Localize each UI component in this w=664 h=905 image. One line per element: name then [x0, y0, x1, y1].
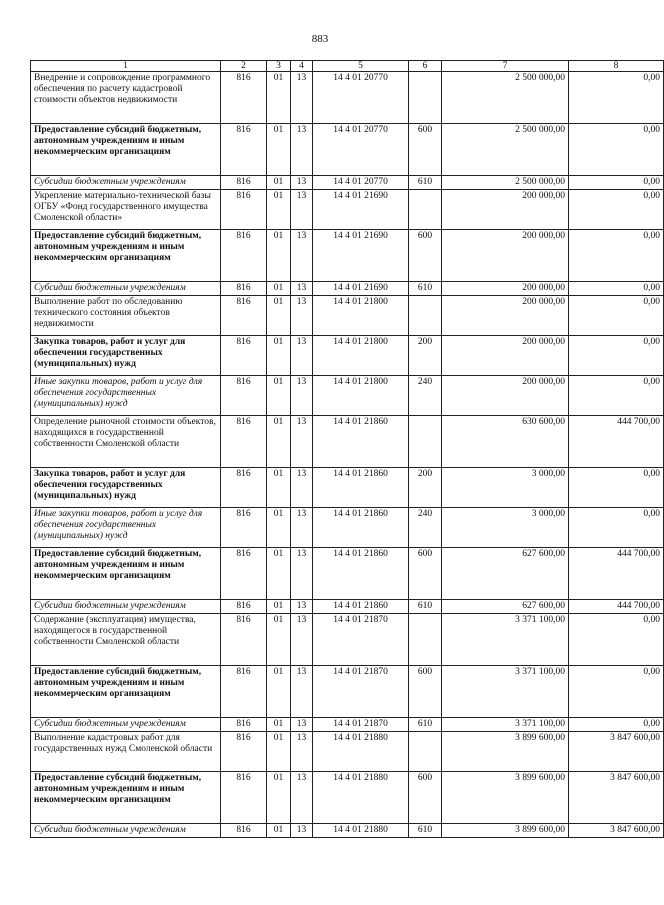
amount-next-cell: 0,00 — [569, 124, 664, 176]
subsection-cell: 13 — [291, 336, 313, 376]
amount-cell: 627 600,00 — [442, 548, 569, 600]
section-cell: 01 — [267, 772, 291, 824]
expense-type-cell: 600 — [409, 548, 442, 600]
expense-type-cell: 610 — [409, 824, 442, 838]
section-cell: 01 — [267, 296, 291, 336]
expense-type-cell — [409, 416, 442, 468]
row-name-cell: Иные закупки товаров, работ и услуг для обеспечения государственных (муниципальных) нужд — [31, 376, 221, 416]
section-cell: 01 — [267, 468, 291, 508]
subsection-cell: 13 — [291, 176, 313, 190]
amount-cell: 3 899 600,00 — [442, 732, 569, 772]
section-cell: 01 — [267, 72, 291, 124]
row-name-cell: Предоставление субсидий бюджетным, автономным учреждениям и иным некоммерческим организациям — [31, 772, 221, 824]
amount-next-cell: 0,00 — [569, 718, 664, 732]
target-article-cell: 14 4 01 21860 — [313, 600, 409, 614]
table-row — [31, 772, 664, 824]
section-cell: 01 — [267, 718, 291, 732]
amount-next-cell: 0,00 — [569, 176, 664, 190]
column-header: 8 — [569, 61, 664, 72]
amount-next-cell: 444 700,00 — [569, 416, 664, 468]
target-article-cell: 14 4 01 21800 — [313, 296, 409, 336]
page-number: 883 — [311, 33, 329, 45]
target-article-cell: 14 4 01 20770 — [313, 72, 409, 124]
subsection-cell: 13 — [291, 124, 313, 176]
admin-code-cell: 816 — [221, 296, 267, 336]
subsection-cell: 13 — [291, 416, 313, 468]
subsection-cell: 13 — [291, 468, 313, 508]
table-row — [31, 600, 664, 614]
table-row — [31, 468, 664, 508]
section-cell: 01 — [267, 282, 291, 296]
section-cell: 01 — [267, 416, 291, 468]
amount-next-cell: 0,00 — [569, 72, 664, 124]
amount-next-cell: 444 700,00 — [569, 600, 664, 614]
admin-code-cell: 816 — [221, 468, 267, 508]
amount-next-cell: 0,00 — [569, 282, 664, 296]
target-article-cell: 14 4 01 21870 — [313, 614, 409, 666]
row-name-cell: Субсидии бюджетным учреждениям — [31, 282, 221, 296]
column-header: 5 — [313, 61, 409, 72]
row-name-cell: Предоставление субсидий бюджетным, автономным учреждениям и иным некоммерческим организациям — [31, 124, 221, 176]
table-row — [31, 190, 664, 230]
row-name-cell: Закупка товаров, работ и услуг для обеспечения государственных (муниципальных) нужд — [31, 336, 221, 376]
target-article-cell: 14 4 01 21880 — [313, 732, 409, 772]
target-article-cell: 14 4 01 21800 — [313, 336, 409, 376]
amount-cell: 3 000,00 — [442, 468, 569, 508]
subsection-cell: 13 — [291, 732, 313, 772]
row-name-cell: Субсидии бюджетным учреждениям — [31, 718, 221, 732]
target-article-cell: 14 4 01 21860 — [313, 468, 409, 508]
amount-next-cell: 3 847 600,00 — [569, 732, 664, 772]
amount-cell: 2 500 000,00 — [442, 72, 569, 124]
target-article-cell: 14 4 01 21860 — [313, 548, 409, 600]
row-name-cell: Субсидии бюджетным учреждениям — [31, 600, 221, 614]
table-row — [31, 336, 664, 376]
section-cell: 01 — [267, 176, 291, 190]
expense-type-cell: 600 — [409, 124, 442, 176]
amount-cell: 200 000,00 — [442, 376, 569, 416]
row-name-cell: Предоставление субсидий бюджетным, автономным учреждениям и иным некоммерческим организациям — [31, 230, 221, 282]
expense-type-cell — [409, 72, 442, 124]
expense-type-cell — [409, 296, 442, 336]
expense-type-cell: 610 — [409, 600, 442, 614]
amount-next-cell: 0,00 — [569, 336, 664, 376]
expense-type-cell: 600 — [409, 666, 442, 718]
row-name-cell: Внедрение и сопровождение программного обеспечения по расчету кадастровой стоимости объектов недвижимости — [31, 72, 221, 124]
target-article-cell: 14 4 01 21800 — [313, 376, 409, 416]
subsection-cell: 13 — [291, 600, 313, 614]
amount-cell: 3 371 100,00 — [442, 666, 569, 718]
amount-cell: 3 371 100,00 — [442, 614, 569, 666]
section-cell: 01 — [267, 824, 291, 838]
section-cell: 01 — [267, 548, 291, 600]
column-header: 3 — [267, 61, 291, 72]
subsection-cell: 13 — [291, 190, 313, 230]
target-article-cell: 14 4 01 20770 — [313, 176, 409, 190]
admin-code-cell: 816 — [221, 336, 267, 376]
row-name-cell: Субсидии бюджетным учреждениям — [31, 824, 221, 838]
row-name-cell: Содержание (эксплуатация) имущества, находящегося в государственной собственности Смоленской области — [31, 614, 221, 666]
row-name-cell: Выполнение кадастровых работ для государственных нужд Смоленской области — [31, 732, 221, 772]
target-article-cell: 14 4 01 21860 — [313, 416, 409, 468]
expense-type-cell: 240 — [409, 508, 442, 548]
admin-code-cell: 816 — [221, 282, 267, 296]
row-name-cell: Определение рыночной стоимости объектов, находящихся в государственной собственности Смоленской области — [31, 416, 221, 468]
section-cell: 01 — [267, 376, 291, 416]
table-row — [31, 72, 664, 124]
column-header: 1 — [31, 61, 221, 72]
table-row — [31, 614, 664, 666]
amount-cell: 2 500 000,00 — [442, 124, 569, 176]
target-article-cell: 14 4 01 21690 — [313, 190, 409, 230]
subsection-cell: 13 — [291, 614, 313, 666]
row-name-cell: Закупка товаров, работ и услуг для обеспечения государственных (муниципальных) нужд — [31, 468, 221, 508]
amount-next-cell: 0,00 — [569, 230, 664, 282]
amount-next-cell: 0,00 — [569, 508, 664, 548]
target-article-cell: 14 4 01 21880 — [313, 824, 409, 838]
amount-cell: 200 000,00 — [442, 190, 569, 230]
amount-cell: 3 371 100,00 — [442, 718, 569, 732]
admin-code-cell: 816 — [221, 416, 267, 468]
expense-type-cell — [409, 614, 442, 666]
admin-code-cell: 816 — [221, 732, 267, 772]
target-article-cell: 14 4 01 21860 — [313, 508, 409, 548]
row-name-cell: Предоставление субсидий бюджетным, автономным учреждениям и иным некоммерческим организациям — [31, 666, 221, 718]
amount-next-cell: 3 847 600,00 — [569, 824, 664, 838]
expense-type-cell — [409, 190, 442, 230]
admin-code-cell: 816 — [221, 548, 267, 600]
table-row — [31, 376, 664, 416]
target-article-cell: 14 4 01 20770 — [313, 124, 409, 176]
amount-next-cell: 0,00 — [569, 376, 664, 416]
header-row — [31, 61, 664, 72]
amount-next-cell: 3 847 600,00 — [569, 772, 664, 824]
table-row — [31, 176, 664, 190]
table-body — [31, 72, 664, 838]
admin-code-cell: 816 — [221, 190, 267, 230]
section-cell: 01 — [267, 614, 291, 666]
admin-code-cell: 816 — [221, 614, 267, 666]
amount-cell: 3 899 600,00 — [442, 772, 569, 824]
amount-next-cell: 0,00 — [569, 468, 664, 508]
section-cell: 01 — [267, 508, 291, 548]
row-name-cell: Субсидии бюджетным учреждениям — [31, 176, 221, 190]
admin-code-cell: 816 — [221, 666, 267, 718]
admin-code-cell: 816 — [221, 772, 267, 824]
amount-next-cell: 0,00 — [569, 190, 664, 230]
admin-code-cell: 816 — [221, 824, 267, 838]
section-cell: 01 — [267, 124, 291, 176]
amount-next-cell: 0,00 — [569, 296, 664, 336]
subsection-cell: 13 — [291, 718, 313, 732]
expense-type-cell: 600 — [409, 772, 442, 824]
expense-type-cell: 600 — [409, 230, 442, 282]
section-cell: 01 — [267, 732, 291, 772]
subsection-cell: 13 — [291, 824, 313, 838]
target-article-cell: 14 4 01 21690 — [313, 282, 409, 296]
admin-code-cell: 816 — [221, 176, 267, 190]
amount-cell: 200 000,00 — [442, 282, 569, 296]
subsection-cell: 13 — [291, 666, 313, 718]
amount-next-cell: 0,00 — [569, 666, 664, 718]
table-row — [31, 124, 664, 176]
table-row — [31, 282, 664, 296]
admin-code-cell: 816 — [221, 376, 267, 416]
expense-type-cell — [409, 732, 442, 772]
admin-code-cell: 816 — [221, 718, 267, 732]
amount-cell: 630 600,00 — [442, 416, 569, 468]
column-header: 6 — [409, 61, 442, 72]
expense-type-cell: 200 — [409, 336, 442, 376]
table-row — [31, 718, 664, 732]
table-row — [31, 548, 664, 600]
admin-code-cell: 816 — [221, 508, 267, 548]
subsection-cell: 13 — [291, 72, 313, 124]
table-row — [31, 416, 664, 468]
amount-cell: 200 000,00 — [442, 336, 569, 376]
admin-code-cell: 816 — [221, 72, 267, 124]
row-name-cell: Предоставление субсидий бюджетным, автономным учреждениям и иным некоммерческим организациям — [31, 548, 221, 600]
table-row — [31, 824, 664, 838]
section-cell: 01 — [267, 230, 291, 282]
table-row — [31, 732, 664, 772]
expense-type-cell: 610 — [409, 282, 442, 296]
admin-code-cell: 816 — [221, 124, 267, 176]
expense-type-cell: 610 — [409, 718, 442, 732]
amount-cell: 3 899 600,00 — [442, 824, 569, 838]
admin-code-cell: 816 — [221, 230, 267, 282]
expense-type-cell: 200 — [409, 468, 442, 508]
row-name-cell: Укрепление материально-технической базы ОГБУ «Фонд государственного имущества Смоленской области» — [31, 190, 221, 230]
amount-cell: 200 000,00 — [442, 230, 569, 282]
amount-next-cell: 444 700,00 — [569, 548, 664, 600]
table-row — [31, 230, 664, 282]
subsection-cell: 13 — [291, 772, 313, 824]
amount-cell: 2 500 000,00 — [442, 176, 569, 190]
amount-cell: 3 000,00 — [442, 508, 569, 548]
target-article-cell: 14 4 01 21870 — [313, 666, 409, 718]
table-row — [31, 508, 664, 548]
column-header: 2 — [221, 61, 267, 72]
subsection-cell: 13 — [291, 508, 313, 548]
subsection-cell: 13 — [291, 282, 313, 296]
section-cell: 01 — [267, 190, 291, 230]
section-cell: 01 — [267, 336, 291, 376]
expense-type-cell: 240 — [409, 376, 442, 416]
subsection-cell: 13 — [291, 548, 313, 600]
subsection-cell: 13 — [291, 230, 313, 282]
subsection-cell: 13 — [291, 376, 313, 416]
subsection-cell: 13 — [291, 296, 313, 336]
target-article-cell: 14 4 01 21870 — [313, 718, 409, 732]
table-row — [31, 296, 664, 336]
row-name-cell: Иные закупки товаров, работ и услуг для обеспечения государственных (муниципальных) нужд — [31, 508, 221, 548]
table-row — [31, 666, 664, 718]
amount-cell: 200 000,00 — [442, 296, 569, 336]
target-article-cell: 14 4 01 21880 — [313, 772, 409, 824]
admin-code-cell: 816 — [221, 600, 267, 614]
section-cell: 01 — [267, 666, 291, 718]
section-cell: 01 — [267, 600, 291, 614]
row-name-cell: Выполнение работ по обследованию технического состояния объектов недвижимости — [31, 296, 221, 336]
budget-table — [30, 60, 664, 838]
column-header: 7 — [442, 61, 569, 72]
column-header: 4 — [291, 61, 313, 72]
amount-next-cell: 0,00 — [569, 614, 664, 666]
expense-type-cell: 610 — [409, 176, 442, 190]
target-article-cell: 14 4 01 21690 — [313, 230, 409, 282]
amount-cell: 627 600,00 — [442, 600, 569, 614]
